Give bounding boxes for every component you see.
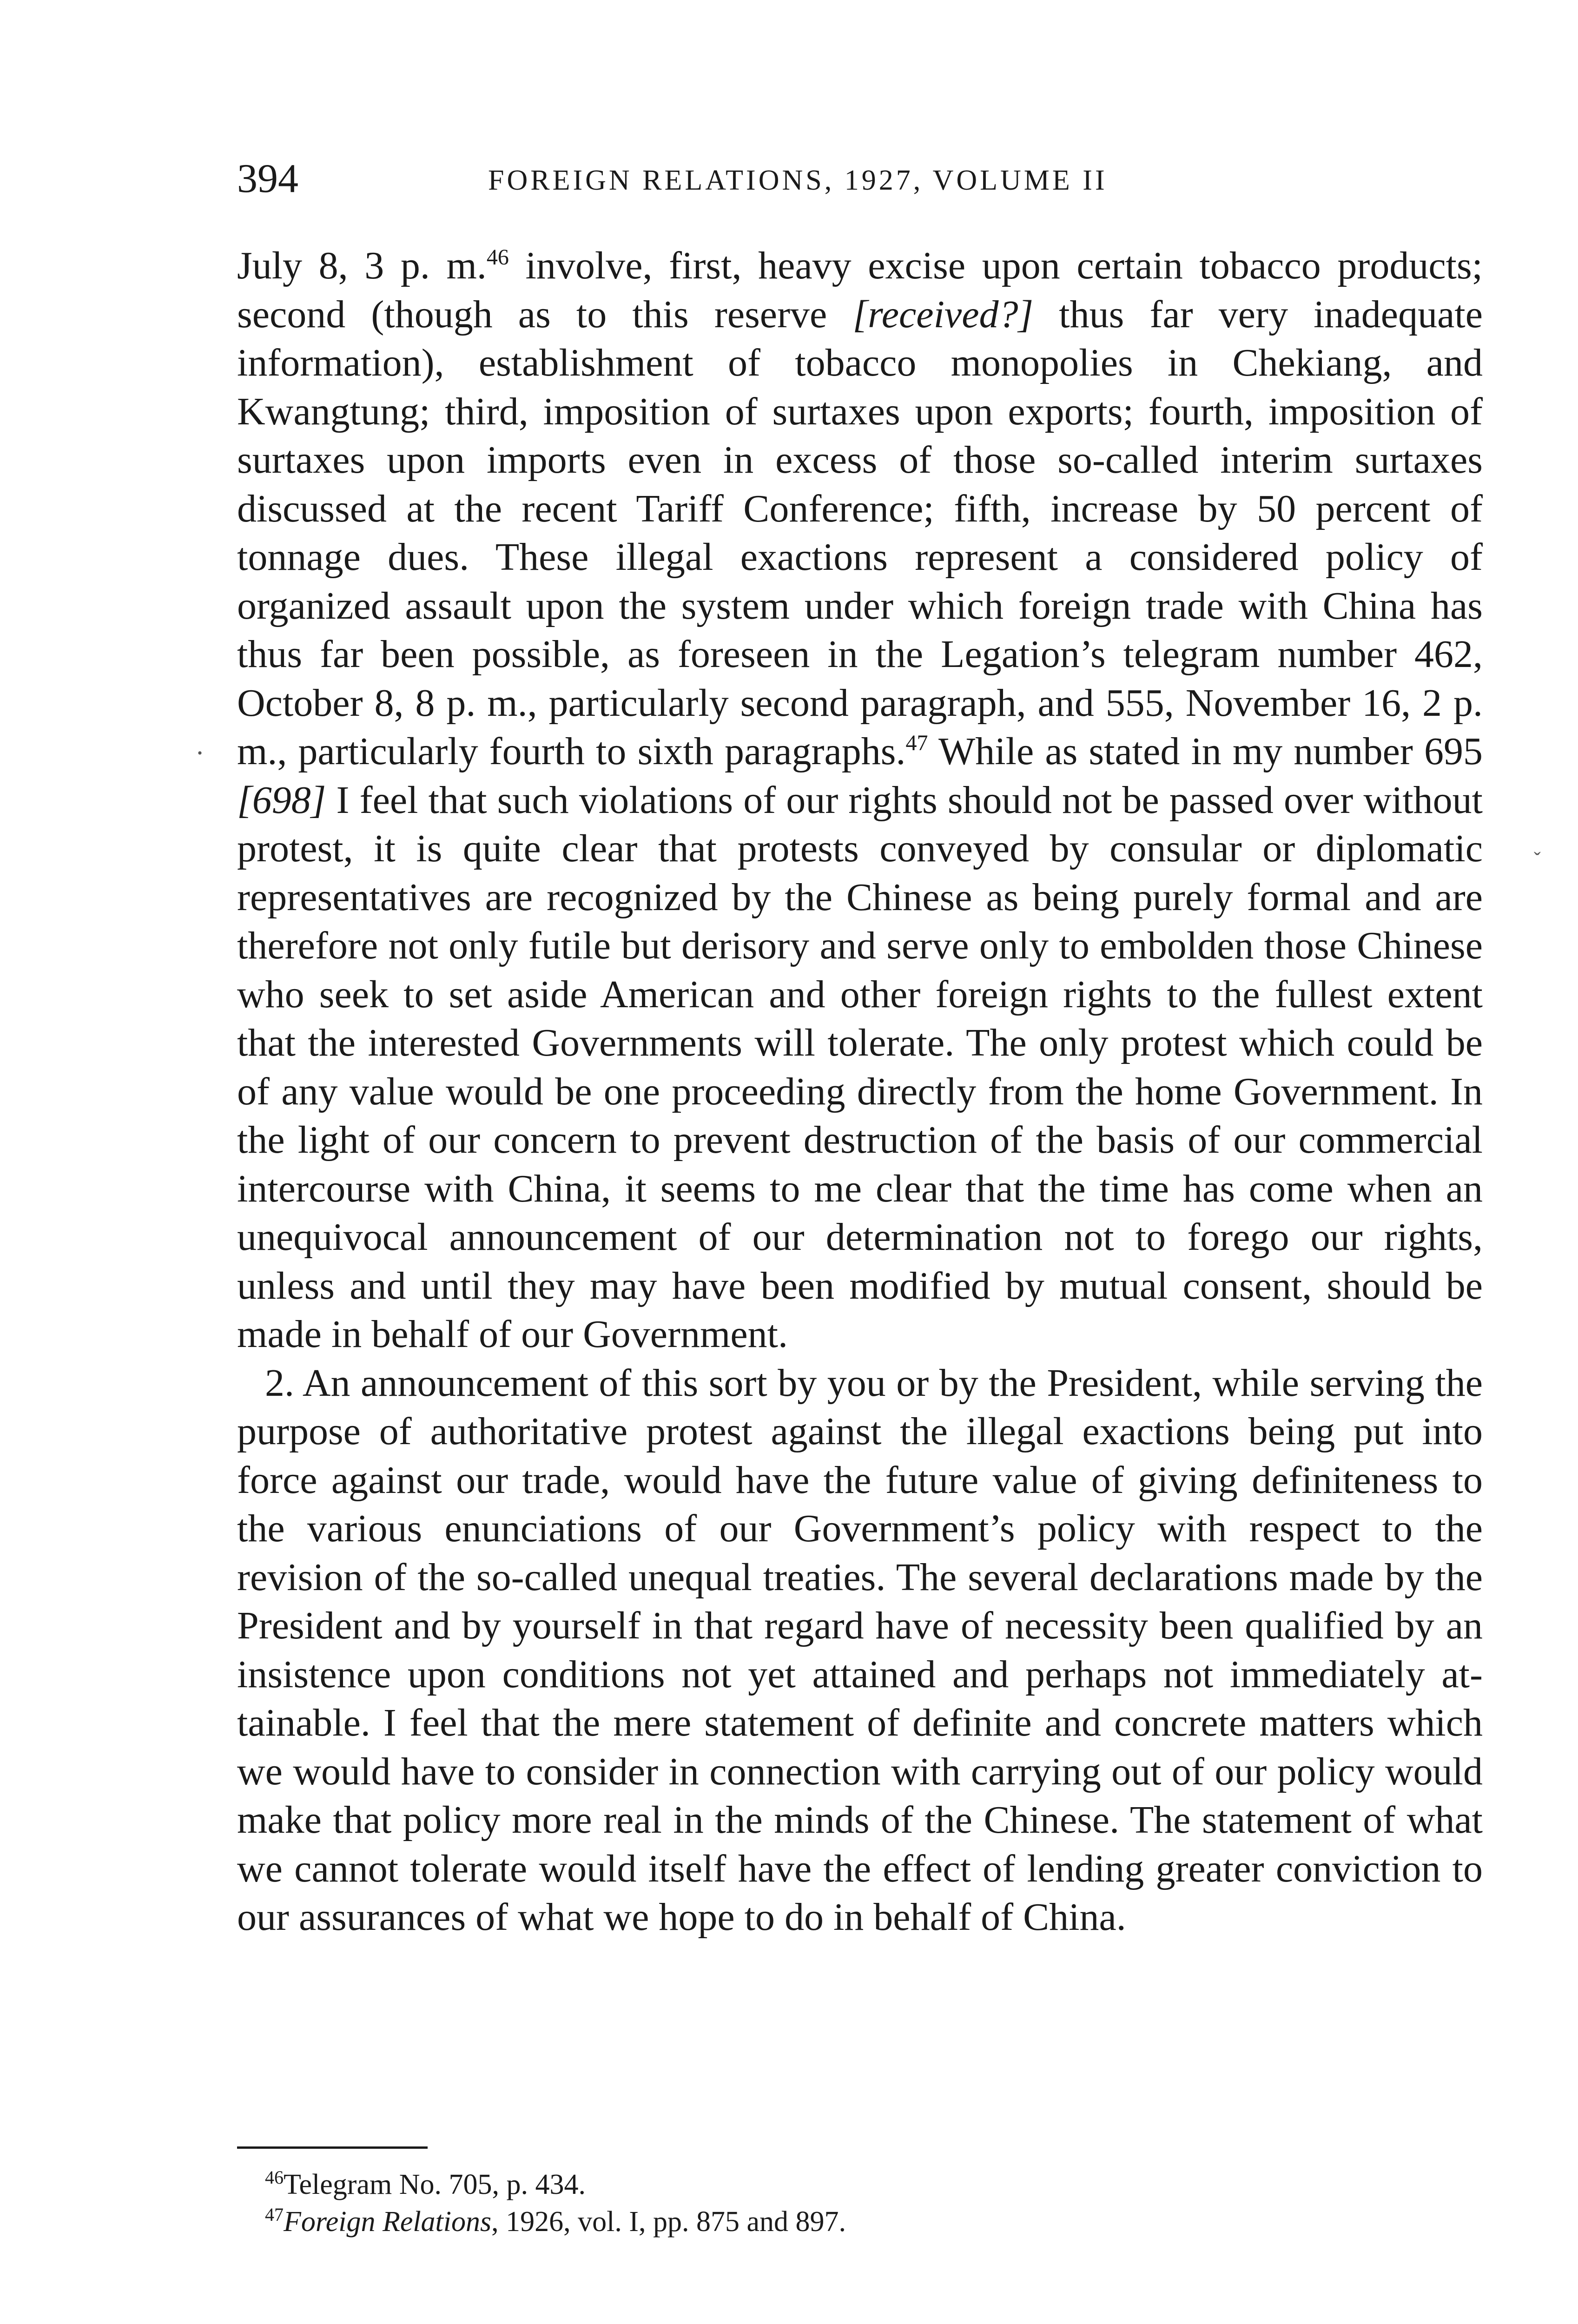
body-text [237, 242, 1483, 1942]
paragraph-1-opening: July 8, 3 p. m. [237, 244, 487, 287]
editorial-bracket-received: [received?] [852, 292, 1034, 336]
footnote-ref-46: 46 [486, 245, 509, 270]
page-number: 394 [237, 156, 298, 201]
margin-speck: ˇ [1534, 848, 1541, 871]
footnote-marker: 46 [265, 2167, 284, 2188]
footnote-text: , 1926, vol. I, pp. 875 and 897. [491, 2206, 846, 2238]
footnote-46 [265, 2166, 1427, 2203]
paragraph-2: 2. An announcement of this sort by you or by the President, while serving the purpose of authoritative protest against the illegal exactions being put into force against our trade, would have the future value of giving definiteness to the various enunciations of our Government’s policy with respect to the revision of the so-called unequal treaties. The several declarations made by the President and by yourself in that regard have of necessity been qualified by an insistence upon conditions not yet attained and perhaps not immediately attainable. I feel that the mere statement of definite and concrete matters which we would have to consider in connection with carrying out of our policy would make that policy more real in the minds of the Chinese. The statement of what we cannot tolerate would itself have the effect of lending greater conviction to our assurances of what we hope to do in behalf of China. [237, 1361, 1483, 1939]
paragraph-1-text-c: While as stated in my number 695 [928, 730, 1483, 773]
footnote-italic: Foreign Relations [284, 2206, 492, 2238]
paragraph-1-text-b: thus far very inadequate information), establishment of tobacco monopolies in Chekiang, and Kwangtung; third, imposition of surtaxes upon exports; fourth, imposition of surtaxes upon imports even in excess of those so-called interim surtaxes discussed at the recent Tariff Conference; fifth, increase by 50 percent of tonnage dues. These illegal exactions represent a considered policy of organized assault upon the system under which foreign trade with China has thus far been possible, as foreseen in the Legation’s telegram number 462, October 8, 8 p. m., particularly second paragraph, and 555, November 16, 2 p. m., particularly fourth to sixth paragraphs. [237, 292, 1483, 773]
margin-speck: · [195, 738, 205, 768]
footnote-divider [237, 2146, 428, 2149]
paragraph-1 [237, 242, 1483, 1359]
footnote-marker: 47 [265, 2204, 284, 2225]
footnotes [265, 2166, 1427, 2240]
paragraph-1-text-d: I feel that such violations of our rights should not be passed over without protest, it is quite clear that protests conveyed by consular or diplomatic representatives are recognized by the Chinese as being purely formal and are therefore not only futile but derisory and serve only to embolden those Chinese who seek to set aside American and other foreign rights to the fullest extent that the interested Governments will tolerate. The only protest which could be of any value would be one proceeding directly from the home Government. In the light of our concern to prevent destruction of the basis of our commercial intercourse with China, it seems to me clear that the time has come when an unequivocal announcement of our determination not to forego our rights, unless and until they may have been modified by mutual consent, should be made in behalf of our Government. [237, 778, 1483, 1356]
page-header [237, 153, 1483, 209]
editorial-bracket-698: [698] [237, 778, 326, 822]
footnote-ref-47: 47 [905, 731, 928, 755]
running-head: FOREIGN RELATIONS, 1927, VOLUME II [488, 165, 1108, 196]
footnote-text: Telegram No. 705, p. 434. [284, 2169, 586, 2200]
paragraph-1-text-a: involve, first, heavy excise upon certain tobacco products; second (though as to this reserve [237, 244, 1483, 336]
footnote-47 [265, 2203, 1427, 2240]
